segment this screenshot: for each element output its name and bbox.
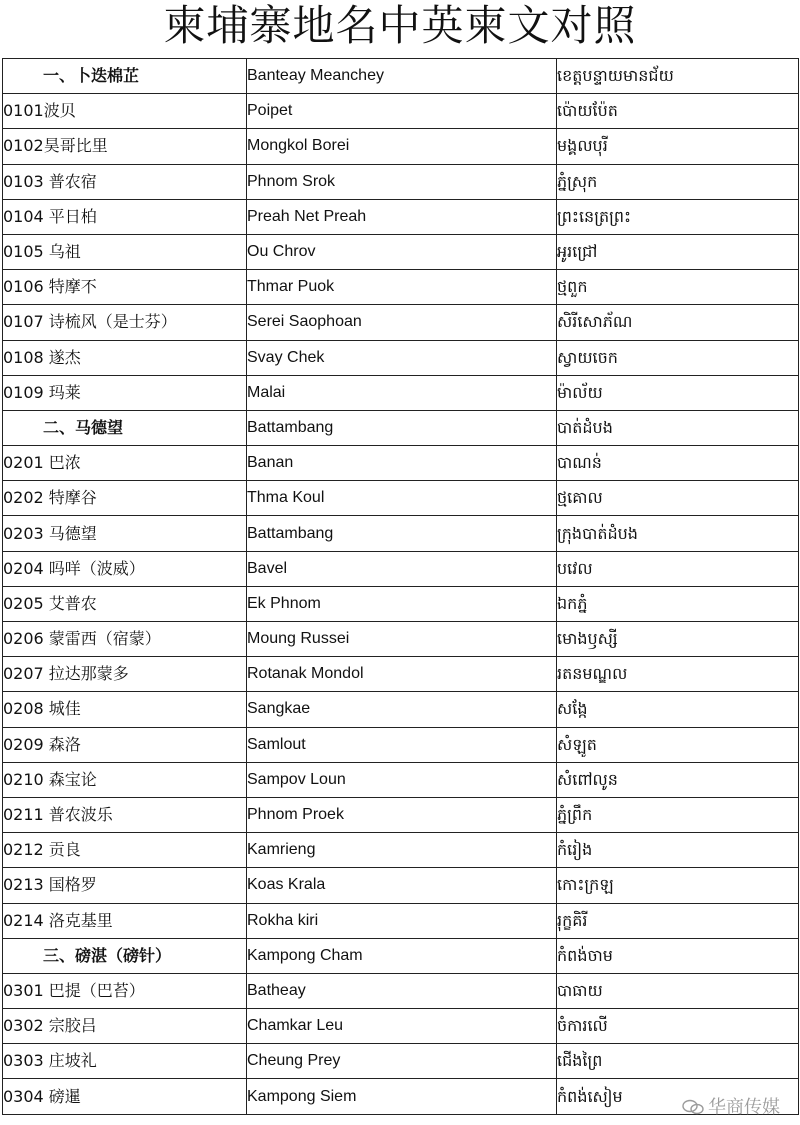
chinese-name-cell: 一、卜迭棉芷 <box>3 59 247 94</box>
english-name-cell: Mongkol Borei <box>247 129 557 164</box>
english-name-cell: Phnom Srok <box>247 164 557 199</box>
english-name-cell: Bavel <box>247 551 557 586</box>
district-row <box>3 657 799 692</box>
district-row <box>3 516 799 551</box>
district-row <box>3 692 799 727</box>
english-name-cell: Ou Chrov <box>247 234 557 269</box>
district-row <box>3 762 799 797</box>
english-name-cell: Thma Koul <box>247 481 557 516</box>
english-name-cell: Serei Saophoan <box>247 305 557 340</box>
english-name-cell: Sangkae <box>247 692 557 727</box>
place-name-rows <box>3 59 799 1115</box>
khmer-name-cell: រុក្ខគិរី <box>557 903 799 938</box>
chinese-name-cell: 0211 普农波乐 <box>3 797 247 832</box>
khmer-name-cell: ខេត្តបន្ទាយមានជ័យ <box>557 59 799 94</box>
english-name-cell: Ek Phnom <box>247 586 557 621</box>
english-name-cell: Poipet <box>247 94 557 129</box>
chinese-name-cell: 0214 洛克基里 <box>3 903 247 938</box>
english-name-cell: Phnom Proek <box>247 797 557 832</box>
khmer-name-cell: កោះក្រឡ <box>557 868 799 903</box>
khmer-name-cell: បាធាយ <box>557 973 799 1008</box>
chinese-name-cell: 0205 艾普农 <box>3 586 247 621</box>
district-row <box>3 551 799 586</box>
district-row <box>3 375 799 410</box>
english-name-cell: Battambang <box>247 516 557 551</box>
english-name-cell: Cheung Prey <box>247 1044 557 1079</box>
english-name-cell: Sampov Loun <box>247 762 557 797</box>
english-name-cell: Batheay <box>247 973 557 1008</box>
province-header-row <box>3 938 799 973</box>
khmer-name-cell: អូរជ្រៅ <box>557 234 799 269</box>
district-row <box>3 903 799 938</box>
district-row <box>3 164 799 199</box>
district-row <box>3 973 799 1008</box>
district-row <box>3 1009 799 1044</box>
chinese-name-cell: 0106 特摩不 <box>3 270 247 305</box>
khmer-name-cell: ចំការលើ <box>557 1009 799 1044</box>
khmer-name-cell: ប៉ោយប៉ែត <box>557 94 799 129</box>
english-name-cell: Kampong Siem <box>247 1079 557 1114</box>
chinese-name-cell: 0209 森洛 <box>3 727 247 762</box>
district-row <box>3 622 799 657</box>
chinese-name-cell: 0301 巴提（巴苔） <box>3 973 247 1008</box>
page-title: 柬埔寨地名中英柬文对照 <box>163 1 637 50</box>
watermark-text: 华商传媒 <box>708 1097 780 1118</box>
chinese-name-cell: 0201 巴浓 <box>3 446 247 481</box>
chinese-name-cell: 0304 磅暹 <box>3 1079 247 1114</box>
khmer-name-cell: សំពៅលូន <box>557 762 799 797</box>
wechat-icon <box>682 1099 704 1115</box>
english-name-cell: Chamkar Leu <box>247 1009 557 1044</box>
chinese-name-cell: 0101波贝 <box>3 94 247 129</box>
english-name-cell: Samlout <box>247 727 557 762</box>
khmer-name-cell: ថ្មគោល <box>557 481 799 516</box>
chinese-name-cell: 二、马德望 <box>3 410 247 445</box>
khmer-name-cell: ព្រះនេត្រព្រះ <box>557 199 799 234</box>
district-row <box>3 868 799 903</box>
khmer-name-cell: បាត់ដំបង <box>557 410 799 445</box>
chinese-name-cell: 三、磅湛（磅针） <box>3 938 247 973</box>
english-name-cell: Thmar Puok <box>247 270 557 305</box>
english-name-cell: Kamrieng <box>247 833 557 868</box>
english-name-cell: Preah Net Preah <box>247 199 557 234</box>
khmer-name-cell: មង្គលបុរី <box>557 129 799 164</box>
chinese-name-cell: 0212 贡良 <box>3 833 247 868</box>
district-row <box>3 199 799 234</box>
english-name-cell: Battambang <box>247 410 557 445</box>
chinese-name-cell: 0302 宗胶吕 <box>3 1009 247 1044</box>
district-row <box>3 1044 799 1079</box>
khmer-name-cell: ស្វាយចេក <box>557 340 799 375</box>
watermark <box>682 1093 780 1119</box>
district-row <box>3 340 799 375</box>
chinese-name-cell: 0213 国格罗 <box>3 868 247 903</box>
district-row <box>3 94 799 129</box>
english-name-cell: Rotanak Mondol <box>247 657 557 692</box>
chinese-name-cell: 0104 平日柏 <box>3 199 247 234</box>
english-name-cell: Malai <box>247 375 557 410</box>
khmer-name-cell: កំរៀង <box>557 833 799 868</box>
chinese-name-cell: 0202 特摩谷 <box>3 481 247 516</box>
chinese-name-cell: 0206 蒙雷西（宿蒙） <box>3 622 247 657</box>
district-row <box>3 446 799 481</box>
chinese-name-cell: 0207 拉达那蒙多 <box>3 657 247 692</box>
district-row <box>3 129 799 164</box>
khmer-name-cell: សង្កែ <box>557 692 799 727</box>
khmer-name-cell: រតនមណ្ឌល <box>557 657 799 692</box>
khmer-name-cell: សិរីសោភ័ណ <box>557 305 799 340</box>
place-name-table <box>2 58 799 1115</box>
chinese-name-cell: 0103 普农宿 <box>3 164 247 199</box>
khmer-name-cell: មោងឫស្សី <box>557 622 799 657</box>
khmer-name-cell: កំពង់សៀម <box>557 1079 799 1114</box>
chinese-name-cell: 0303 庄坡礼 <box>3 1044 247 1079</box>
chinese-name-cell: 0109 玛莱 <box>3 375 247 410</box>
khmer-name-cell: ភ្នំស្រុក <box>557 164 799 199</box>
khmer-name-cell: បាណន់ <box>557 446 799 481</box>
district-row <box>3 1079 799 1114</box>
chinese-name-cell: 0208 城佳 <box>3 692 247 727</box>
english-name-cell: Koas Krala <box>247 868 557 903</box>
khmer-name-cell: កំពង់ចាម <box>557 938 799 973</box>
english-name-cell: Rokha kiri <box>247 903 557 938</box>
khmer-name-cell: សំឡូត <box>557 727 799 762</box>
khmer-name-cell: បវេល <box>557 551 799 586</box>
district-row <box>3 270 799 305</box>
chinese-name-cell: 0204 吗咩（波威） <box>3 551 247 586</box>
english-name-cell: Banteay Meanchey <box>247 59 557 94</box>
english-name-cell: Banan <box>247 446 557 481</box>
chinese-name-cell: 0107 诗梳风（是士芬） <box>3 305 247 340</box>
district-row <box>3 586 799 621</box>
chinese-name-cell: 0203 马德望 <box>3 516 247 551</box>
khmer-name-cell: ភ្នំព្រឹក <box>557 797 799 832</box>
chinese-name-cell: 0105 乌祖 <box>3 234 247 269</box>
province-header-row <box>3 59 799 94</box>
khmer-name-cell: ថ្មពួក <box>557 270 799 305</box>
district-row <box>3 727 799 762</box>
district-row <box>3 305 799 340</box>
district-row <box>3 234 799 269</box>
khmer-name-cell: ឯកភ្នំ <box>557 586 799 621</box>
province-header-row <box>3 410 799 445</box>
district-row <box>3 833 799 868</box>
english-name-cell: Moung Russei <box>247 622 557 657</box>
district-row <box>3 481 799 516</box>
english-name-cell: Kampong Cham <box>247 938 557 973</box>
chinese-name-cell: 0210 森宝论 <box>3 762 247 797</box>
chinese-name-cell: 0102昊哥比里 <box>3 129 247 164</box>
khmer-name-cell: ម៉ាល័យ <box>557 375 799 410</box>
english-name-cell: Svay Chek <box>247 340 557 375</box>
khmer-name-cell: ក្រុងបាត់ដំបង <box>557 516 799 551</box>
khmer-name-cell: ជើងព្រៃ <box>557 1044 799 1079</box>
chinese-name-cell: 0108 遂杰 <box>3 340 247 375</box>
district-row <box>3 797 799 832</box>
